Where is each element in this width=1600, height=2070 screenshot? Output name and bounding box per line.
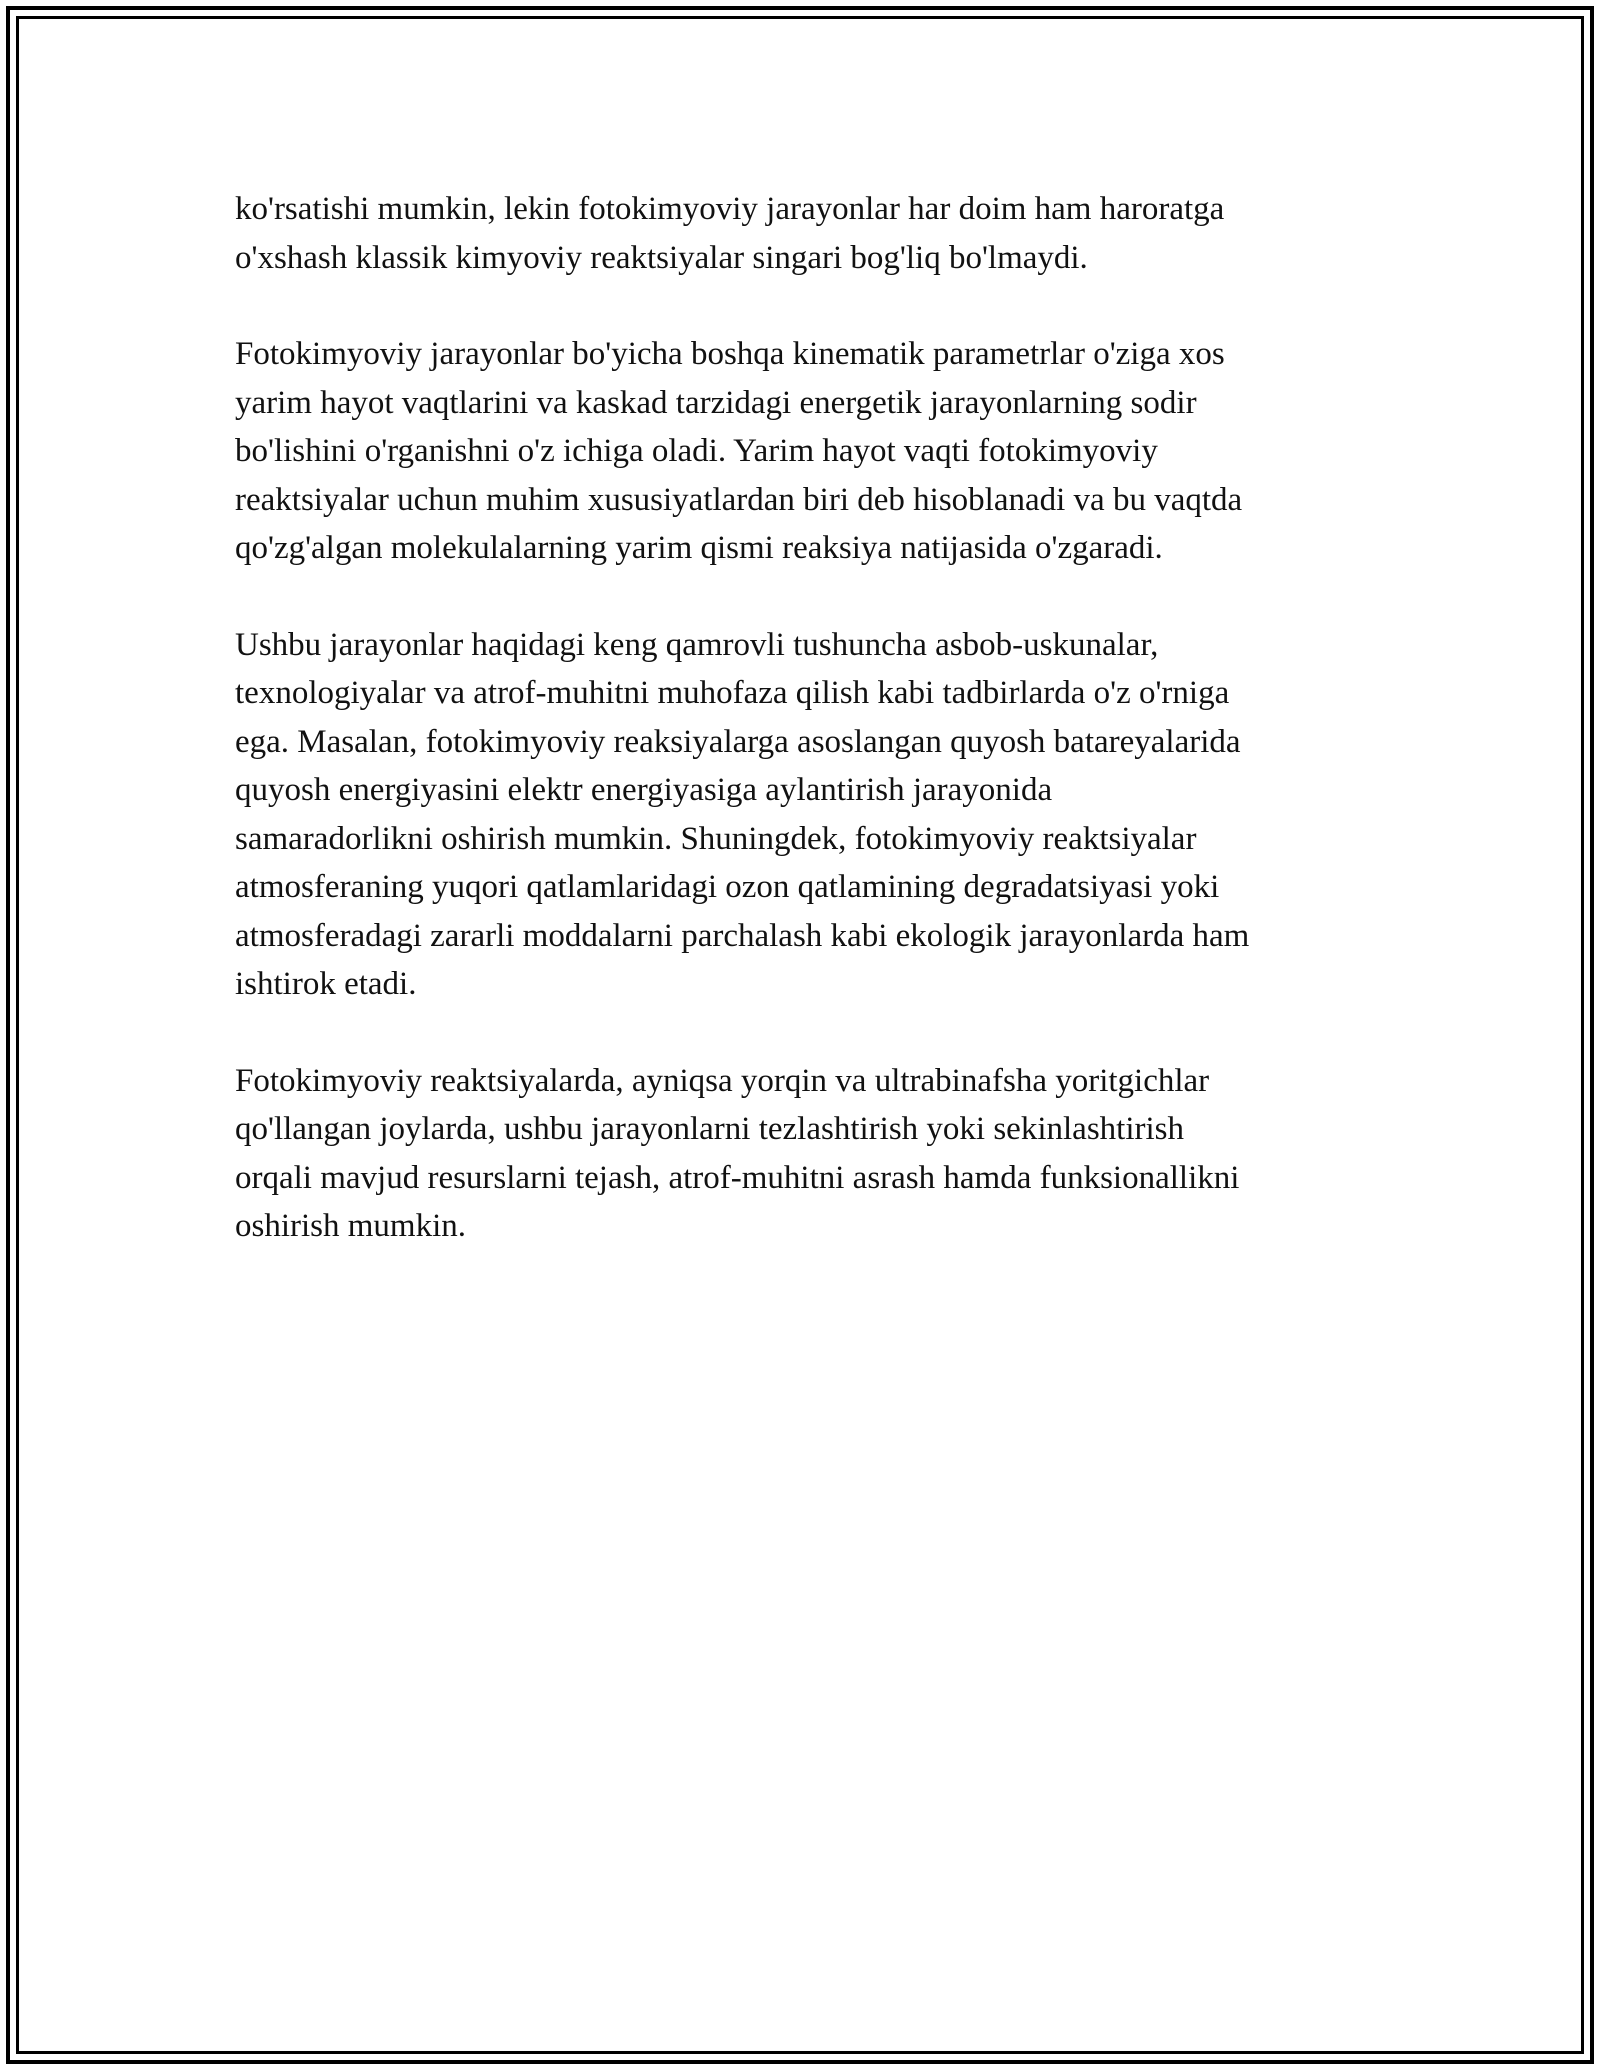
text-line: ko'rsatishi mumkin, lekin fotokimyoviy jarayonlar har doim ham haroratga bbox=[235, 191, 1225, 227]
text-line: quyosh energiyasini elektr energiyasiga aylantirish jarayonida bbox=[235, 772, 1053, 808]
paragraph bbox=[235, 330, 1375, 573]
text-line: oshirish mumkin. bbox=[235, 1208, 467, 1244]
text-line: bo'lishini o'rganishni o'z ichiga oladi. Yarim hayot vaqti fotokimyoviy bbox=[235, 433, 1158, 469]
text-line: samaradorlikni oshirish mumkin. Shuningdek, fotokimyoviy reaktsiyalar bbox=[235, 820, 1197, 857]
text-line: reaktsiyalar uchun muhim xususiyatlardan biri deb hisoblanadi va bu vaqtda bbox=[235, 481, 1243, 518]
paragraph bbox=[235, 185, 1375, 282]
text-line: orqali mavjud resurslarni tejash, atrof-muhitni asrash hamda funksionallikni bbox=[235, 1159, 1240, 1196]
text-line: texnologiyalar va atrof-muhitni muhofaza qilish kabi tadbirlarda o'z o'rniga bbox=[235, 675, 1230, 711]
text-line: Fotokimyoviy jarayonlar bo'yicha boshqa kinematik parametrlar o'ziga xos bbox=[235, 336, 1225, 372]
paragraph bbox=[235, 621, 1375, 1009]
text-line: qo'llangan joylarda, ushbu jarayonlarni tezlashtirish yoki sekinlashtirish bbox=[235, 1111, 1184, 1147]
document-body bbox=[235, 185, 1375, 1299]
text-line: Ushbu jarayonlar haqidagi keng qamrovli tushuncha asbob-uskunalar, bbox=[235, 626, 1159, 663]
text-line: ishtirok etadi. bbox=[235, 966, 417, 1002]
text-line: qo'zg'algan molekulalarning yarim qismi reaksiya natijasida o'zgaradi. bbox=[235, 530, 1163, 566]
text-line: atmosferadagi zararli moddalarni parchalash kabi ekologik jarayonlarda ham bbox=[235, 917, 1250, 954]
text-line: Fotokimyoviy reaktsiyalarda, ayniqsa yorqin va ultrabinafsha yoritgichlar bbox=[235, 1062, 1210, 1099]
text-line: yarim hayot vaqtlarini va kaskad tarzidagi energetik jarayonlarning sodir bbox=[235, 384, 1197, 421]
paragraph bbox=[235, 1057, 1375, 1251]
text-line: o'xshash klassik kimyoviy reaktsiyalar singari bog'liq bo'lmaydi. bbox=[235, 239, 1088, 276]
text-line: atmosferaning yuqori qatlamlaridagi ozon qatlamining degradatsiyasi yoki bbox=[235, 869, 1220, 905]
text-line: ega. Masalan, fotokimyoviy reaksiyalarga asoslangan quyosh batareyalarida bbox=[235, 723, 1241, 760]
